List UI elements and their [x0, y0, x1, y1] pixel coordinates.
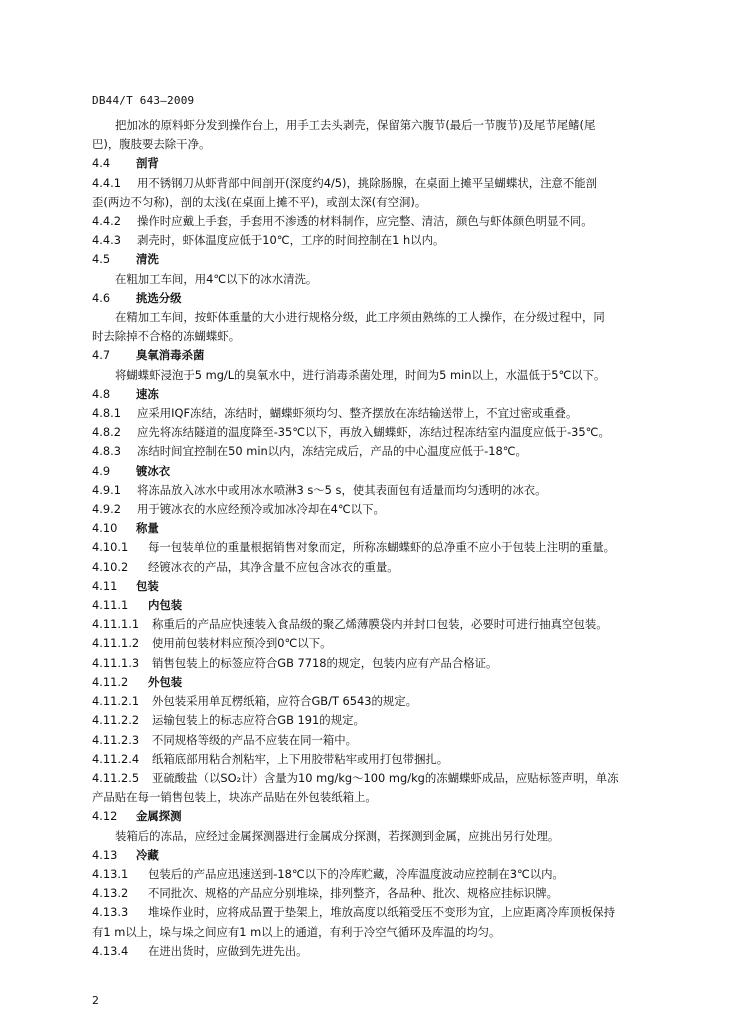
clause-line — [92, 231, 662, 250]
clause-text: 堆垛作业时，应将成品置于垫架上，堆放高度以纸箱受压不变形为宜，上应距离冷库顶板保持 — [148, 905, 616, 920]
clause-line — [92, 558, 662, 577]
section-number: 4.4 — [92, 156, 111, 171]
clause-line — [92, 174, 662, 193]
clause-text: 销售包装上的标签应符合GB 7718的规定，包装内应有产品合格证。 — [152, 655, 498, 670]
clause-number: 4.13.1 — [92, 866, 129, 881]
section-number: 4.13 — [92, 847, 118, 862]
clause-text: 不同规格等级的产品不应装在同一箱中。 — [152, 732, 358, 747]
clause-number: 4.11.2.3 — [92, 732, 140, 747]
section-title: 清洗 — [136, 252, 159, 267]
clause-line — [92, 711, 662, 730]
clause-text: 剥壳时，虾体温度应低于10℃，工序的时间控制在1 h以内。 — [137, 233, 445, 248]
clause-number: 4.13.4 — [92, 943, 129, 958]
clause-number: 4.4.2 — [92, 214, 121, 229]
clause-text: 运输包装上的标志应符合GB 191的规定。 — [152, 713, 365, 728]
section-heading — [92, 385, 662, 404]
clause-text: 不同批次、规格的产品应分别堆垛，排列整齐，各品种、批次、规格应挂标识牌。 — [148, 886, 559, 901]
paragraph-line: 把加冰的原料虾分发到操作台上，用手工去头剥壳，保留第六腹节(最后一节腹节)及尾节尾鳍(尾 — [115, 118, 596, 132]
clause-text: 有1 m以上，垛与垛之间应有1 m以上的通道，有利于冷空气循环及库温的均匀。 — [92, 924, 501, 939]
clause-number: 4.11.1.2 — [92, 636, 140, 651]
clause-text: 在进出货时，应做到先进先出。 — [148, 943, 308, 958]
clause-text: 产品贴在每一销售包装上，块冻产品贴在外包装纸箱上。 — [92, 790, 377, 805]
clause-text: 用于镀冰衣的水应经预冷或加冰冷却在4℃以下。 — [137, 502, 385, 517]
section-number: 4.9 — [92, 463, 111, 478]
clause-number: 4.11.2.1 — [92, 694, 140, 709]
paragraph-line: 时去除掉不合格的冻蝴蝶虾。 — [92, 329, 241, 344]
section-number: 4.7 — [92, 348, 111, 363]
section-number: 4.6 — [92, 290, 111, 305]
clause-line — [92, 481, 662, 500]
clause-line — [92, 212, 662, 231]
section-heading — [92, 154, 662, 173]
section-title: 外包装 — [148, 674, 183, 689]
clause-text: 冻结时间宜控制在50 min以内，冻结完成后，产品的中心温度应低于-18℃。 — [137, 444, 527, 459]
clause-number: 4.11.1.3 — [92, 655, 140, 670]
page-number: 2 — [92, 994, 99, 1007]
clause-text: 应先将冻结隧道的温度降至-35℃以下，再放入蝴蝶虾，冻结过程冻结室内温度应低于-35℃。 — [137, 425, 610, 440]
paragraph-line: 在粗加工车间，用4℃以下的冰水清洗。 — [115, 271, 318, 286]
clause-number: 4.8.1 — [92, 406, 121, 421]
section-title: 冷藏 — [136, 847, 159, 862]
clause-line — [92, 884, 662, 903]
clause-line — [92, 423, 662, 442]
clause-text: 每一包装单位的重量根据销售对象而定，所称冻蝴蝶虾的总净重不应小于包装上注明的重量。 — [148, 540, 616, 555]
section-number: 4.11.2 — [92, 674, 129, 689]
paragraph-line: 巴)，腹肢要去除干净。 — [92, 137, 211, 152]
clause-line — [92, 692, 662, 711]
clause-text: 用不锈钢刀从虾背部中间剖开(深度约4/5)，挑除肠腺，在桌面上摊平呈蝴蝶状，注意不能剖 — [137, 175, 598, 190]
clause-text: 将冻品放入冰水中或用冰水喷淋3 s～5 s，使其表面包有适量而均匀透明的冰衣。 — [137, 482, 547, 497]
clause-number: 4.10.2 — [92, 559, 129, 574]
clause-line — [92, 634, 662, 653]
clause-line — [92, 731, 662, 750]
clause-line — [92, 500, 662, 519]
clause-text: 使用前包装材料应预冷到0℃以下。 — [152, 636, 332, 651]
clause-text: 操作时应戴上手套，手套用不渗透的材料制作，应完整、清洁，颜色与虾体颜色明显不同。 — [137, 214, 593, 229]
section-heading — [92, 673, 662, 692]
section-title: 剖背 — [136, 156, 159, 171]
section-heading — [92, 596, 662, 615]
section-heading — [92, 346, 662, 365]
clause-text: 包装后的产品应迅速送到-18℃以下的冷库贮藏，冷库温度波动应控制在3℃以内。 — [148, 866, 564, 881]
paragraph-line: 将蝴蝶虾浸泡于5 mg/L的臭氧水中，进行消毒杀菌处理，时间为5 min以上，水温低于5℃以下。 — [115, 367, 606, 382]
clause-text: 称重后的产品应快速装入食品级的聚乙烯薄膜袋内并封口包装，必要时可进行抽真空包装。 — [152, 617, 608, 632]
section-heading — [92, 519, 662, 538]
clause-line — [92, 538, 662, 557]
section-title: 镀冰衣 — [136, 463, 171, 478]
clause-number: 4.9.1 — [92, 482, 121, 497]
clause-text: 经镀冰衣的产品，其净含量不应包含冰衣的重量。 — [148, 559, 399, 574]
section-number: 4.10 — [92, 521, 118, 536]
paragraph-line: 在精加工车间，按虾体重量的大小进行规格分级，此工序须由熟练的工人操作，在分级过程中，同 — [115, 310, 605, 325]
clause-line — [92, 654, 662, 673]
paragraph-line: 装箱后的冻品，应经过金属探测器进行金属成分探测，若探测到金属，应挑出另行处理。 — [115, 828, 560, 843]
section-title: 金属探测 — [136, 809, 182, 824]
section-heading — [92, 462, 662, 481]
document-body — [92, 116, 662, 961]
clause-text: 歪(两边不匀称)，剖的太浅(在桌面上摊不平)，或剖太深(有空洞)。 — [92, 194, 427, 209]
clause-line — [92, 750, 662, 769]
clause-number: 4.13.3 — [92, 905, 129, 920]
section-title: 臭氧消毒杀菌 — [136, 348, 205, 363]
clause-text: 应采用IQF冻结，冻结时，蝴蝶虾须均匀、整齐摆放在冻结输送带上，不宜过密或重叠。 — [137, 406, 578, 421]
clause-number: 4.11.2.2 — [92, 713, 140, 728]
clause-number: 4.11.2.5 — [92, 770, 140, 785]
section-heading — [92, 250, 662, 269]
section-number: 4.11.1 — [92, 598, 129, 613]
clause-number: 4.8.3 — [92, 444, 121, 459]
section-title: 包装 — [136, 578, 159, 593]
clause-number: 4.4.3 — [92, 233, 121, 248]
clause-line — [92, 903, 662, 922]
section-number: 4.5 — [92, 252, 111, 267]
clause-line — [92, 865, 662, 884]
clause-number: 4.10.1 — [92, 540, 129, 555]
clause-number: 4.9.2 — [92, 502, 121, 517]
section-heading — [92, 846, 662, 865]
section-number: 4.12 — [92, 809, 118, 824]
clause-number: 4.13.2 — [92, 886, 129, 901]
clause-text: 外包装采用单瓦楞纸箱，应符合GB/T 6543的规定。 — [152, 694, 418, 709]
section-number: 4.11 — [92, 578, 118, 593]
section-title: 内包装 — [148, 598, 183, 613]
clause-continuation — [92, 193, 662, 212]
clause-continuation — [92, 923, 662, 942]
clause-continuation — [92, 788, 662, 807]
clause-line — [92, 942, 662, 961]
section-title: 挑选分级 — [136, 290, 182, 305]
doc-code-header: DB44/T 643—2009 — [92, 94, 195, 107]
clause-line — [92, 404, 662, 423]
clause-line — [92, 615, 662, 634]
section-heading — [92, 577, 662, 596]
clause-text: 纸箱底部用粘合剂粘牢，上下用胶带粘牢或用打包带捆扎。 — [152, 751, 449, 766]
clause-line — [92, 442, 662, 461]
clause-number: 4.11.1.1 — [92, 617, 140, 632]
section-heading — [92, 807, 662, 826]
clause-number: 4.4.1 — [92, 175, 121, 190]
clause-line — [92, 769, 662, 788]
section-title: 称量 — [136, 521, 159, 536]
section-heading — [92, 289, 662, 308]
clause-number: 4.8.2 — [92, 425, 121, 440]
section-title: 速冻 — [136, 386, 159, 401]
section-number: 4.8 — [92, 386, 111, 401]
clause-text: 亚硫酸盐（以SO₂计）含量为10 mg/kg～100 mg/kg的冻蝴蝶虾成品，应贴标签声明，单冻 — [152, 770, 619, 785]
clause-number: 4.11.2.4 — [92, 751, 140, 766]
